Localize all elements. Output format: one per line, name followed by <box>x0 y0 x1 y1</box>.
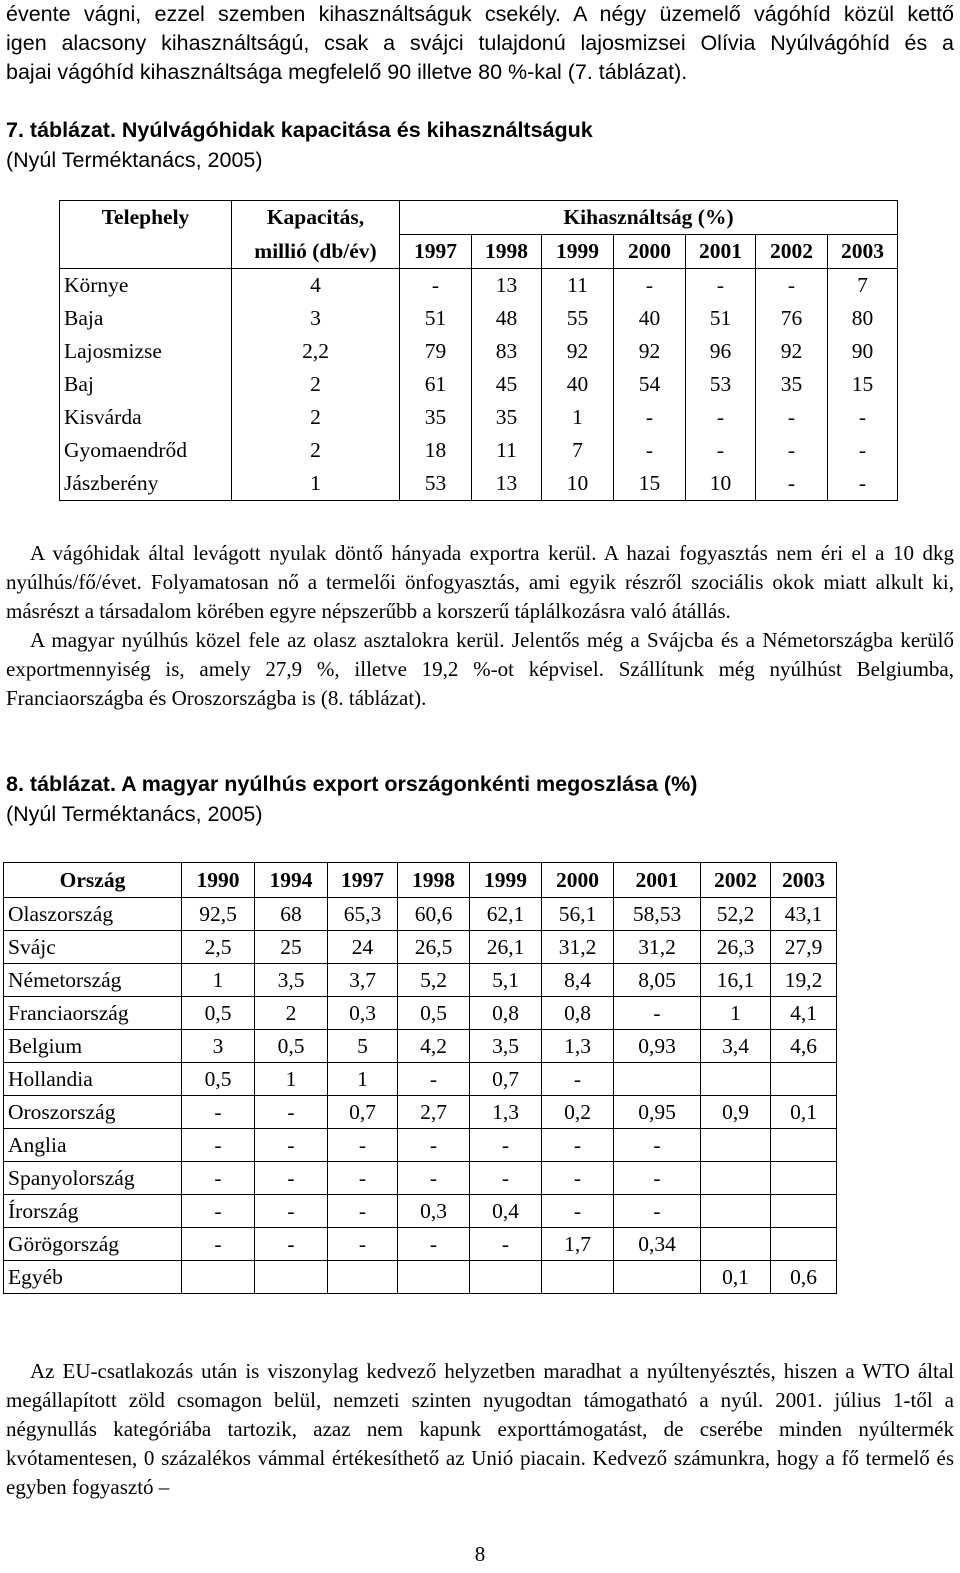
share-cell: - <box>470 1228 542 1261</box>
share-cell <box>182 1261 255 1294</box>
share-cell <box>328 1261 398 1294</box>
usage-cell: 10 <box>542 467 614 501</box>
table8-header-row <box>4 863 837 898</box>
share-cell <box>614 1261 701 1294</box>
share-cell: 0,8 <box>542 997 614 1030</box>
usage-cell: 83 <box>472 335 542 368</box>
share-cell: 31,2 <box>614 931 701 964</box>
table-row <box>4 1195 837 1228</box>
country-cell: Németország <box>4 964 182 997</box>
paragraph-export-text: A vágóhidak által levágott nyulak döntő hányada exportra kerül. A hazai fogyasztás nem éri el a 10 dkg nyúlhús/fő/évet. Folyamatosan nő a termelői önfogyasztás, ami egyik részről szociális okok miatt alkult ki, másrészt a társadalom körében egyre népszerűbb a korszerű táplálkozásra való átállás. <box>6 541 954 623</box>
usage-cell: - <box>614 269 686 303</box>
share-cell <box>470 1261 542 1294</box>
usage-cell: - <box>400 269 472 303</box>
country-cell: Görögország <box>4 1228 182 1261</box>
usage-cell: 7 <box>828 269 898 303</box>
usage-cell: - <box>756 434 828 467</box>
share-cell: 0,5 <box>255 1030 328 1063</box>
year-header: 1999 <box>470 863 542 898</box>
share-cell <box>398 1261 470 1294</box>
share-cell: - <box>398 1129 470 1162</box>
share-cell: 0,2 <box>542 1096 614 1129</box>
usage-cell: 10 <box>686 467 756 501</box>
capacity-cell: 2 <box>232 401 400 434</box>
table7-caption <box>6 115 593 175</box>
share-cell: 4,2 <box>398 1030 470 1063</box>
usage-cell: 92 <box>756 335 828 368</box>
share-cell: 3 <box>182 1030 255 1063</box>
table7 <box>59 200 898 501</box>
year-header: 1990 <box>182 863 255 898</box>
usage-cell: 35 <box>472 401 542 434</box>
share-cell: 25 <box>255 931 328 964</box>
intro-line: bajai vágóhíd kihasználtsága megfelelő 90 illetve 80 %-kal (7. táblázat). <box>6 60 688 84</box>
share-cell: 0,9 <box>701 1096 771 1129</box>
share-cell: - <box>614 997 701 1030</box>
table-row <box>4 1129 837 1162</box>
share-cell: - <box>182 1195 255 1228</box>
share-cell: 4,6 <box>771 1030 837 1063</box>
capacity-cell: 2,2 <box>232 335 400 368</box>
share-cell <box>614 1063 701 1096</box>
usage-cell: 13 <box>472 269 542 303</box>
share-cell: - <box>328 1228 398 1261</box>
share-cell: - <box>255 1162 328 1195</box>
share-cell: - <box>614 1162 701 1195</box>
site-cell: Kisvárda <box>60 401 232 434</box>
usage-cell: 51 <box>400 302 472 335</box>
country-cell: Franciaország <box>4 997 182 1030</box>
share-cell: - <box>542 1129 614 1162</box>
site-cell: Környe <box>60 269 232 303</box>
share-cell: 26,5 <box>398 931 470 964</box>
table-row <box>4 1162 837 1195</box>
share-cell: 56,1 <box>542 898 614 931</box>
year-header: 1997 <box>328 863 398 898</box>
year-header: 2002 <box>756 235 828 269</box>
usage-cell: 35 <box>756 368 828 401</box>
share-cell: 0,5 <box>182 997 255 1030</box>
share-cell: 26,3 <box>701 931 771 964</box>
year-header: 2002 <box>701 863 771 898</box>
usage-cell: - <box>686 401 756 434</box>
share-cell: - <box>398 1162 470 1195</box>
share-cell: 1,3 <box>542 1030 614 1063</box>
header-capacity-unit: millió (db/év) <box>232 235 400 269</box>
share-cell: 5,2 <box>398 964 470 997</box>
share-cell: 1 <box>255 1063 328 1096</box>
share-cell: 5 <box>328 1030 398 1063</box>
share-cell: 43,1 <box>771 898 837 931</box>
share-cell: 0,7 <box>328 1096 398 1129</box>
share-cell: - <box>328 1129 398 1162</box>
share-cell: 0,7 <box>470 1063 542 1096</box>
share-cell: - <box>255 1195 328 1228</box>
share-cell: 0,93 <box>614 1030 701 1063</box>
usage-cell: 54 <box>614 368 686 401</box>
share-cell: 3,5 <box>470 1030 542 1063</box>
usage-cell: 11 <box>472 434 542 467</box>
year-header: 2000 <box>614 235 686 269</box>
usage-cell: 15 <box>828 368 898 401</box>
usage-cell: 40 <box>614 302 686 335</box>
share-cell: 0,1 <box>701 1261 771 1294</box>
table-row <box>60 401 898 434</box>
table8 <box>3 862 837 1294</box>
capacity-cell: 3 <box>232 302 400 335</box>
usage-cell: 11 <box>542 269 614 303</box>
intro-line: évente vágni, ezzel szemben kihasználtságuk csekély. A négy üzemelő vágóhíd közül kettő <box>6 2 954 26</box>
page-number: 8 <box>474 1542 486 1566</box>
intro-paragraph <box>6 0 954 87</box>
table-row <box>60 269 898 303</box>
share-cell: 3,7 <box>328 964 398 997</box>
share-cell: - <box>614 1195 701 1228</box>
usage-cell: - <box>756 401 828 434</box>
table-row <box>4 1228 837 1261</box>
table-row <box>60 467 898 501</box>
table-row <box>60 368 898 401</box>
share-cell: 0,5 <box>182 1063 255 1096</box>
share-cell: - <box>328 1195 398 1228</box>
table-row <box>4 931 837 964</box>
share-cell <box>701 1162 771 1195</box>
table8-caption <box>6 769 697 829</box>
country-cell: Írország <box>4 1195 182 1228</box>
share-cell: 3,4 <box>701 1030 771 1063</box>
paragraph-italy: A magyar nyúlhús közel fele az olasz asztalokra kerül. Jelentős még a Svájcba és a Németországba kerülő exportmennyiség is, amely 27,9 %, illetve 19,2 %-ot képvisel. Szállítunk még nyúlhúst Belgiumba, Franciaországba és Oroszországba is (8. táblázat). <box>6 628 954 710</box>
share-cell: 8,4 <box>542 964 614 997</box>
share-cell: 2,7 <box>398 1096 470 1129</box>
header-country: Ország <box>4 863 182 898</box>
share-cell <box>771 1228 837 1261</box>
share-cell: - <box>328 1162 398 1195</box>
paragraph-export <box>6 539 954 713</box>
usage-cell: 55 <box>542 302 614 335</box>
share-cell: 0,1 <box>771 1096 837 1129</box>
share-cell: 3,5 <box>255 964 328 997</box>
site-cell: Baja <box>60 302 232 335</box>
usage-cell: 15 <box>614 467 686 501</box>
usage-cell: 79 <box>400 335 472 368</box>
share-cell: 58,53 <box>614 898 701 931</box>
share-cell: 31,2 <box>542 931 614 964</box>
country-cell: Svájc <box>4 931 182 964</box>
capacity-cell: 2 <box>232 368 400 401</box>
share-cell: - <box>614 1129 701 1162</box>
capacity-cell: 1 <box>232 467 400 501</box>
usage-cell: 76 <box>756 302 828 335</box>
share-cell: 1 <box>182 964 255 997</box>
share-cell: - <box>255 1096 328 1129</box>
usage-cell: 92 <box>614 335 686 368</box>
table-row <box>4 964 837 997</box>
year-header: 2001 <box>614 863 701 898</box>
share-cell: 65,3 <box>328 898 398 931</box>
usage-cell: - <box>828 434 898 467</box>
share-cell <box>255 1261 328 1294</box>
table7-year-row <box>60 235 898 269</box>
share-cell: - <box>255 1228 328 1261</box>
country-cell: Egyéb <box>4 1261 182 1294</box>
table8-title: 8. táblázat. A magyar nyúlhús export országonkénti megoszlása (%) <box>6 772 698 796</box>
share-cell: 0,3 <box>328 997 398 1030</box>
year-header: 2000 <box>542 863 614 898</box>
share-cell: 19,2 <box>771 964 837 997</box>
usage-cell: - <box>756 467 828 501</box>
usage-cell: - <box>686 434 756 467</box>
share-cell: - <box>542 1063 614 1096</box>
year-header: 2003 <box>828 235 898 269</box>
share-cell: 92,5 <box>182 898 255 931</box>
share-cell: 52,2 <box>701 898 771 931</box>
share-cell: 0,4 <box>470 1195 542 1228</box>
table7-title: 7. táblázat. Nyúlvágóhidak kapacitása és kihasználtságuk <box>6 118 593 142</box>
share-cell: - <box>182 1162 255 1195</box>
share-cell <box>771 1129 837 1162</box>
usage-cell: - <box>614 434 686 467</box>
usage-cell: 35 <box>400 401 472 434</box>
capacity-cell: 2 <box>232 434 400 467</box>
share-cell <box>771 1195 837 1228</box>
usage-cell: - <box>756 269 828 303</box>
share-cell: 0,3 <box>398 1195 470 1228</box>
share-cell: 24 <box>328 931 398 964</box>
usage-cell: 53 <box>686 368 756 401</box>
share-cell: 27,9 <box>771 931 837 964</box>
year-header: 1999 <box>542 235 614 269</box>
usage-cell: 48 <box>472 302 542 335</box>
year-header: 2001 <box>686 235 756 269</box>
share-cell: 26,1 <box>470 931 542 964</box>
year-header: 1998 <box>398 863 470 898</box>
share-cell: 8,05 <box>614 964 701 997</box>
share-cell: 0,95 <box>614 1096 701 1129</box>
share-cell: - <box>470 1162 542 1195</box>
share-cell: 0,5 <box>398 997 470 1030</box>
paragraph-eu <box>6 1357 954 1502</box>
year-header: 1998 <box>472 235 542 269</box>
site-cell: Baj <box>60 368 232 401</box>
share-cell: - <box>398 1228 470 1261</box>
table8-source: (Nyúl Terméktanács, 2005) <box>6 802 263 826</box>
usage-cell: - <box>828 401 898 434</box>
site-cell: Gyomaendrőd <box>60 434 232 467</box>
usage-cell: 7 <box>542 434 614 467</box>
share-cell <box>771 1162 837 1195</box>
country-cell: Hollandia <box>4 1063 182 1096</box>
share-cell: 0,34 <box>614 1228 701 1261</box>
share-cell: 68 <box>255 898 328 931</box>
usage-cell: 80 <box>828 302 898 335</box>
share-cell: 1,7 <box>542 1228 614 1261</box>
share-cell: 60,6 <box>398 898 470 931</box>
usage-cell: - <box>686 269 756 303</box>
share-cell: 4,1 <box>771 997 837 1030</box>
share-cell: 16,1 <box>701 964 771 997</box>
table-row <box>60 302 898 335</box>
year-header: 1997 <box>400 235 472 269</box>
share-cell: 1,3 <box>470 1096 542 1129</box>
site-cell: Jászberény <box>60 467 232 501</box>
usage-cell: 96 <box>686 335 756 368</box>
year-header: 2003 <box>771 863 837 898</box>
table-row <box>4 1096 837 1129</box>
share-cell: 0,8 <box>470 997 542 1030</box>
year-header: 1994 <box>255 863 328 898</box>
usage-cell: 40 <box>542 368 614 401</box>
share-cell <box>701 1195 771 1228</box>
share-cell: 1 <box>701 997 771 1030</box>
share-cell: - <box>398 1063 470 1096</box>
table7-header-row <box>60 201 898 235</box>
table-row <box>4 1030 837 1063</box>
usage-cell: 18 <box>400 434 472 467</box>
usage-cell: 1 <box>542 401 614 434</box>
share-cell <box>701 1063 771 1096</box>
usage-cell: 45 <box>472 368 542 401</box>
usage-cell: 13 <box>472 467 542 501</box>
share-cell: 2 <box>255 997 328 1030</box>
share-cell: - <box>542 1195 614 1228</box>
usage-cell: 53 <box>400 467 472 501</box>
header-site: Telephely <box>60 201 232 235</box>
country-cell: Belgium <box>4 1030 182 1063</box>
table-row <box>4 997 837 1030</box>
table-row <box>4 898 837 931</box>
usage-cell: - <box>828 467 898 501</box>
intro-line: igen alacsony kihasználtságú, csak a svájci tulajdonú lajosmizsei Olívia Nyúlvágóhíd és a <box>6 31 954 55</box>
share-cell: 2,5 <box>182 931 255 964</box>
header-capacity: Kapacitás, <box>232 201 400 235</box>
share-cell: 5,1 <box>470 964 542 997</box>
header-usage: Kihasználtság (%) <box>400 201 898 235</box>
usage-cell: 92 <box>542 335 614 368</box>
share-cell <box>542 1261 614 1294</box>
share-cell <box>771 1063 837 1096</box>
table7-source: (Nyúl Terméktanács, 2005) <box>6 148 263 172</box>
table-row <box>4 1261 837 1294</box>
country-cell: Olaszország <box>4 898 182 931</box>
country-cell: Anglia <box>4 1129 182 1162</box>
header-empty <box>60 235 232 269</box>
paragraph-eu-text: Az EU-csatlakozás után is viszonylag kedvező helyzetben maradhat a nyúltenyésztés, hiszen a WTO által megállapított zöld csomagon belül, nemzeti szinten nyugodtan támogatható a nyúl. 2001. július 1-től a négynullás kategóriába tartozik, azaz nem kapunk exporttámogatást, de cserébe minden nyúltermék kvótamentesen, 0 százalékos vámmal értékesíthető az Unió piacain. Kedvező számunkra, hogy a fő termelő és egyben fogyasztó – <box>6 1359 954 1499</box>
table-row <box>4 1063 837 1096</box>
share-cell: 1 <box>328 1063 398 1096</box>
share-cell: - <box>182 1228 255 1261</box>
usage-cell: - <box>614 401 686 434</box>
share-cell <box>701 1129 771 1162</box>
share-cell: - <box>542 1162 614 1195</box>
share-cell: 62,1 <box>470 898 542 931</box>
usage-cell: 61 <box>400 368 472 401</box>
table-row <box>60 434 898 467</box>
usage-cell: 51 <box>686 302 756 335</box>
share-cell: - <box>182 1096 255 1129</box>
share-cell: 0,6 <box>771 1261 837 1294</box>
share-cell: - <box>255 1129 328 1162</box>
share-cell: - <box>470 1129 542 1162</box>
country-cell: Oroszország <box>4 1096 182 1129</box>
share-cell <box>701 1228 771 1261</box>
table-row <box>60 335 898 368</box>
country-cell: Spanyolország <box>4 1162 182 1195</box>
site-cell: Lajosmizse <box>60 335 232 368</box>
capacity-cell: 4 <box>232 269 400 303</box>
usage-cell: 90 <box>828 335 898 368</box>
share-cell: - <box>182 1129 255 1162</box>
